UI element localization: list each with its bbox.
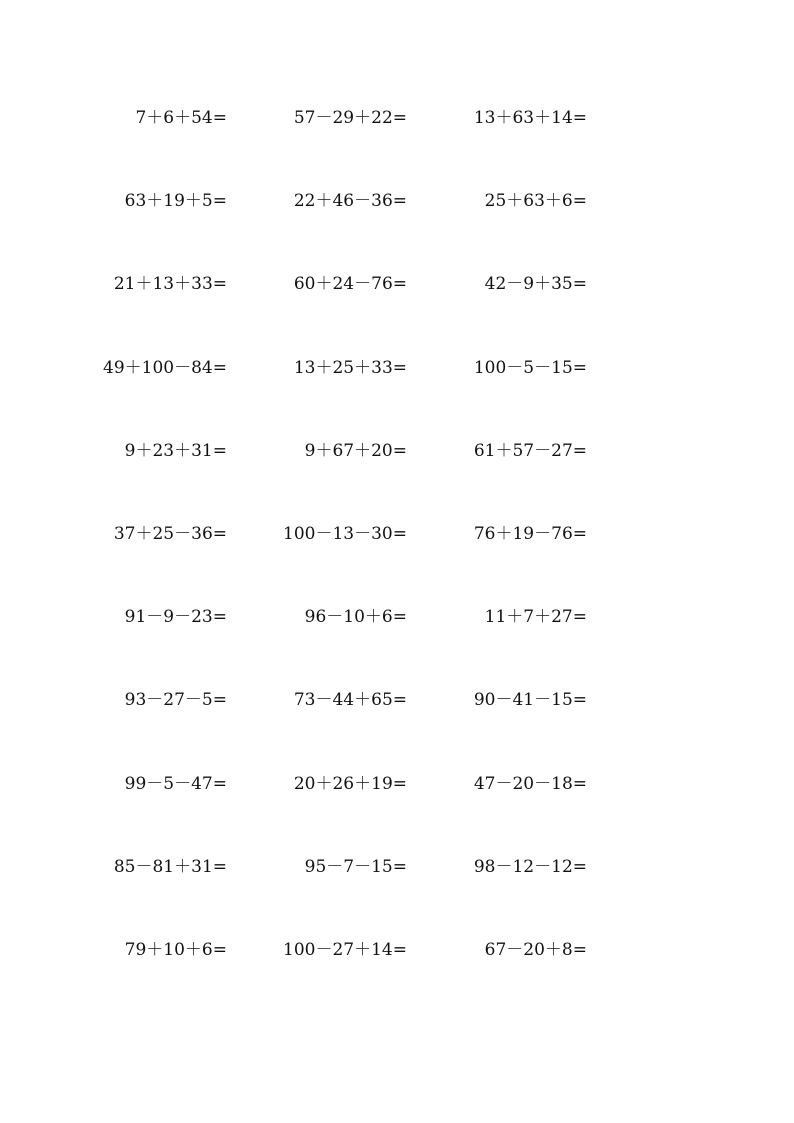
math-problem: 9＋67＋20= — [304, 440, 407, 461]
math-problem: 13＋25＋33= — [293, 357, 407, 378]
math-problem: 90－41－15= — [473, 690, 587, 711]
math-problem: 47－20－18= — [473, 773, 587, 794]
math-problem: 76＋19－76= — [473, 523, 587, 544]
math-problem: 13＋63＋14= — [473, 108, 587, 128]
math-problem: 57－29＋22= — [293, 108, 407, 128]
math-problem: 96－10＋6= — [304, 607, 407, 628]
problem-row — [0, 106, 794, 189]
math-problem: 100－13－30= — [283, 523, 407, 544]
math-problem: 91－9－23= — [124, 607, 227, 628]
math-problem: 37＋25－36= — [113, 523, 227, 544]
math-problem: 21＋13＋33= — [113, 274, 227, 295]
math-problem: 98－12－12= — [473, 856, 587, 877]
math-problem: 73－44＋65= — [293, 690, 407, 711]
problem-row — [0, 439, 794, 522]
math-problem: 20＋26＋19= — [293, 773, 407, 794]
problem-row — [0, 855, 794, 938]
math-problem: 100－27＋14= — [283, 939, 407, 960]
math-problem: 99－5－47= — [124, 773, 227, 794]
math-problem: 61＋57－27= — [473, 440, 587, 461]
math-problem: 42－9＋35= — [484, 274, 587, 295]
math-problem: 63＋19＋5= — [124, 191, 227, 212]
math-problem: 100－5－15= — [473, 357, 587, 378]
math-problem: 49＋100－84= — [103, 357, 227, 378]
problem-row — [0, 772, 794, 855]
math-problem: 60＋24－76= — [293, 274, 407, 295]
problem-row — [0, 272, 794, 355]
problem-grid — [0, 106, 794, 1021]
math-problem: 22＋46－36= — [293, 191, 407, 212]
math-problem: 7＋6＋54= — [135, 108, 227, 128]
math-problem: 11＋7＋27= — [484, 607, 587, 628]
problem-row — [0, 938, 794, 1021]
math-problem: 25＋63＋6= — [484, 191, 587, 212]
problem-row — [0, 522, 794, 605]
problem-row — [0, 605, 794, 688]
math-problem: 67－20＋8= — [484, 939, 587, 960]
problem-row — [0, 356, 794, 439]
math-problem: 85－81＋31= — [113, 856, 227, 877]
math-problem: 79＋10＋6= — [124, 939, 227, 960]
math-problem: 93－27－5= — [124, 690, 227, 711]
math-problem: 95－7－15= — [304, 856, 407, 877]
problem-row — [0, 688, 794, 771]
math-problem: 9＋23＋31= — [124, 440, 227, 461]
problem-row — [0, 189, 794, 272]
